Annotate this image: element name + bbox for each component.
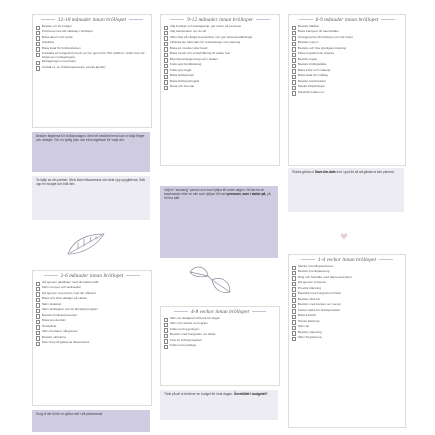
checklist-item-label: Skriv ett detaljerat schema för dagen: [169, 316, 221, 320]
checkbox[interactable]: [292, 276, 296, 280]
checkbox[interactable]: [164, 26, 168, 30]
tip-emphasis: Överhållet i budgetet?: [233, 392, 268, 396]
checklist-item-label: Bestäm ringar: [297, 56, 318, 61]
checklist-item-label: Kolla upp ringar: [169, 67, 192, 72]
checklist-item-label: Anställ ev. en bröllopsplanerare (vecka jämför): [41, 64, 106, 69]
checklist-item-label: Bestäm och fixa ytterligare bokning: [297, 45, 347, 50]
checklist-item: [292, 91, 402, 96]
checklist-item-label: Skriv menyer och tacksedlar: [41, 285, 81, 290]
checklist-item-label: Boka ett musiker eller band: [169, 45, 208, 50]
tip-text: Ta hjälp av din partner. Skriv listor tillsammans och dela upp uppgifterna. Sätt upp en budget och håll den.: [36, 178, 145, 186]
checkbox[interactable]: [36, 336, 40, 340]
checklist-item-label: Kontakta ett fotografi (fyra på, av her gest inför 750–1000 kr; varför före vid början av mottagningen): [41, 51, 145, 60]
heart-icon: [340, 232, 348, 240]
checklist-item-label: Skriv platskort: [41, 301, 62, 306]
checkbox[interactable]: [164, 339, 168, 343]
checkbox[interactable]: [164, 53, 168, 57]
checkbox[interactable]: [292, 309, 296, 313]
checkbox[interactable]: [292, 26, 296, 30]
checklist-item-label: Gästlista: [41, 40, 54, 45]
checklist-1-4-weeks: [288, 254, 406, 428]
checkbox[interactable]: [164, 328, 168, 332]
checkbox[interactable]: [164, 75, 168, 79]
checklist-item-label: Boka datum och kyrka: [41, 34, 73, 39]
checkbox[interactable]: [36, 282, 40, 286]
tip-text: Sorg ut lite tid för er själva mitt i allt planerande.: [36, 412, 104, 416]
checkbox[interactable]: [36, 303, 40, 307]
checklist: [33, 281, 151, 346]
checklist-item-label: Bestäm klädsel: [297, 24, 319, 28]
panel-title: 12-18 månader innan bröllopet: [33, 17, 151, 23]
checklist-item-label: Inhämta fler alternativ för restauranger och catering: [169, 40, 241, 45]
checkbox[interactable]: [292, 53, 296, 57]
checkbox[interactable]: [292, 337, 296, 341]
checklist-item-label: Kolla upp brudklänning: [169, 62, 202, 67]
checklist: [289, 25, 405, 96]
checkbox[interactable]: [164, 86, 168, 90]
checklist-item-label: Blomsterarrangemang och i lokaler: [169, 56, 218, 61]
checklist-12-18-months: [32, 14, 152, 128]
checklist-item-label: Bestäm menyn: [297, 40, 319, 45]
checklist-item-label: Mottagningen med fester: [41, 59, 77, 64]
checklist-item-label: Skicka ut bröllopsschema: [297, 264, 333, 268]
checklist-9-12-months: [160, 14, 280, 166]
checklist-item-label: Bestäm bröllopspresenter: [41, 312, 78, 317]
checklist-6-9-months: [288, 14, 406, 166]
checkbox[interactable]: [292, 69, 296, 73]
checkbox[interactable]: [164, 36, 168, 40]
checklist-item-label: Arrangera lite på bröllopet och kör fester: [297, 34, 354, 39]
checklist-item-label: Önskelista: [41, 323, 57, 328]
checklist-item-label: Boka bröllopsnatt: [169, 73, 194, 78]
checklist: [161, 25, 279, 90]
checklist-item-label: Boka bröllopsfotograf: [169, 78, 200, 83]
checkbox[interactable]: [292, 91, 296, 95]
tip-note: [288, 168, 404, 212]
checkbox[interactable]: [292, 271, 296, 275]
checklist-item-label: Prioritera med ditt sällskap i bröllopet: [41, 29, 93, 34]
checklist-item-label: Skriv tal: [297, 324, 309, 329]
checkbox[interactable]: [164, 80, 168, 84]
checklist-item-label: Bestäm med fotografen om bilder: [169, 332, 216, 337]
checklist-item-label: Boka frisörtid: [297, 313, 316, 318]
checklist-item: [36, 341, 148, 346]
checklist-item: [292, 336, 402, 341]
checkbox[interactable]: [292, 42, 296, 46]
checkbox[interactable]: [36, 61, 40, 65]
checklist-item-label: Resa och boende: [169, 84, 195, 89]
tip-note: [160, 186, 278, 258]
checklist-item-label: Boka frisör och makeup: [297, 67, 331, 72]
checkbox[interactable]: [36, 53, 40, 57]
panel-title: 9-12 månader innan bröllopet: [161, 17, 279, 23]
checkbox[interactable]: [164, 69, 168, 73]
checklist-item-label: Bestäm bordsplacering: [297, 269, 330, 274]
checklist-item: [164, 344, 276, 349]
checkbox[interactable]: [36, 320, 40, 324]
checkbox[interactable]: [164, 334, 168, 338]
checklist-item-label: Skriv och skicka ut program: [169, 321, 208, 326]
tip-text: Bestäm färgtema för bröllopsdagen. Med ett bestämt tema kan ni välja färger och detaljer. Gör en tydlig plan och ett budgetfack för varje del.: [36, 134, 145, 142]
checkbox[interactable]: [36, 287, 40, 291]
checkbox[interactable]: [292, 75, 296, 79]
checklist-item-label: Bestäm skrivarna: [41, 334, 66, 339]
checkbox[interactable]: [36, 47, 40, 51]
checklist-item-label: Skicka inbjudningar: [297, 84, 325, 89]
checkbox[interactable]: [292, 36, 296, 40]
checklist-item-label: Bestäm med kocken om menyn: [297, 302, 342, 307]
checklist-item-label: Boka transport till vikeinstället: [297, 29, 339, 34]
panel-title: 4-8 veckor innan bröllopet: [161, 309, 279, 315]
checkbox[interactable]: [36, 42, 40, 46]
checkbox[interactable]: [292, 298, 296, 302]
checklist: [289, 265, 405, 341]
checklist-item-label: Bestäm placering: [297, 329, 322, 334]
checklist-item: [164, 85, 276, 90]
checklist-item-label: Skriv brudspel, sångtexter: [41, 329, 78, 334]
checklist-item-label: Bestäm konfirmation: [297, 78, 327, 83]
checkbox[interactable]: [164, 42, 168, 46]
tip-note: [32, 176, 150, 220]
checklist-item-label: Ring och bekräfta med alla leverantörer: [297, 274, 353, 279]
checkbox[interactable]: [164, 58, 168, 62]
checkbox[interactable]: [292, 293, 296, 297]
checkbox[interactable]: [164, 47, 168, 51]
checklist-item-label: Bekräfta med fotograf och frisör: [297, 291, 342, 296]
checklist-item-label: Packa väska för bröllopsnatten: [297, 307, 341, 312]
checkbox[interactable]: [164, 323, 168, 327]
checkbox[interactable]: [292, 282, 296, 286]
checkbox[interactable]: [36, 314, 40, 318]
tip-text: på ett bra sätt.: [164, 191, 271, 200]
checklist-item-label: Bestäm vilka tal: [297, 296, 320, 301]
checkbox[interactable]: [36, 66, 40, 70]
checkbox[interactable]: [164, 318, 168, 322]
checklist-item-label: Gå igenom schemat: [297, 280, 326, 285]
checkbox[interactable]: [292, 47, 296, 51]
checkbox[interactable]: [36, 342, 40, 346]
checkbox[interactable]: [292, 58, 296, 62]
panel-title: 6-9 månader innan bröllopet: [289, 17, 405, 23]
checklist-2-6-months: [32, 270, 152, 406]
checkbox[interactable]: [292, 80, 296, 84]
checklist-item-label: Bestäm bröllopstårta: [297, 62, 327, 67]
checkbox[interactable]: [292, 304, 296, 308]
tip-text: Skicka gärna ut: [292, 170, 314, 174]
checkbox[interactable]: [292, 331, 296, 335]
checklist-item-label: Skriv ihop till gästerna tillsammans: [41, 340, 90, 345]
checklist-item-label: Sändinformation ut: [297, 89, 324, 94]
checklist-item-label: Gå igenom ceremonin med din officiant: [41, 290, 96, 295]
tip-text: Välj en "ansvarig" person som kan hjälpa till under dagen. Ni kan ha en toastmaster eller en vän som hjälper till med: [164, 188, 265, 196]
checkbox[interactable]: [292, 31, 296, 35]
checklist-item-label: Välj toastmaster om du vill: [169, 29, 206, 34]
checkbox[interactable]: [36, 325, 40, 329]
checklist-item-label: Bestäm ort för budget: [41, 24, 72, 28]
panel-title: 1-4 veckor innan bröllopet: [289, 257, 405, 263]
checklist-item-label: Skriv lista på viktiga leverantörer och gör sammanställningar: [169, 34, 253, 39]
checklist-item-label: Provkör klänning: [297, 285, 321, 290]
checklist: [33, 25, 151, 71]
checklist-item-label: Boka lokal för bröllopsfesten: [41, 45, 81, 50]
checklist-item-label: Boka provisoriskt: [41, 318, 66, 323]
checklist-item-label: Kolla med uppdrag: [169, 343, 196, 348]
checkbox[interactable]: [292, 320, 296, 324]
tip-note: [160, 390, 278, 420]
checkbox[interactable]: [292, 287, 296, 291]
checkbox[interactable]: [292, 64, 296, 68]
checkbox[interactable]: [36, 36, 40, 40]
checklist-item-label: Boka musik och underhållning till vidare fest: [169, 51, 231, 56]
leaf-icon: [64, 230, 108, 260]
checklist-item-label: Gå igenom gästlistan med din bättre hälft: [41, 280, 99, 284]
checklist: [161, 317, 279, 349]
tip-note: [32, 410, 150, 432]
leaf-icon: [186, 262, 234, 302]
checkbox[interactable]: [164, 64, 168, 68]
checkbox[interactable]: [36, 298, 40, 302]
panel-title: 2-6 månader innan bröllopet: [33, 273, 151, 279]
checkbox[interactable]: [36, 292, 40, 296]
checkbox[interactable]: [292, 326, 296, 330]
checklist-item-label: Skriv till gästerna: [297, 335, 322, 340]
checklist-item-label: Fixa ett bröllopsregister: [169, 337, 203, 342]
checklist-item-label: Skriv tacklappar och ett lämpligt program: [41, 307, 98, 312]
tip-emphasis: personer, som i stolor på,: [227, 191, 267, 196]
tip-text: Tänk på att ni behöver en budget för hela dagen.: [164, 392, 233, 396]
checklist-item-label: Boka lokal för middag: [297, 73, 328, 78]
checkbox[interactable]: [36, 31, 40, 35]
checklist-item-label: Boka och skriv detaljer på värdar: [41, 296, 87, 301]
checklist-item-label: Kolla med regeringen: [169, 326, 200, 331]
checkbox[interactable]: [292, 86, 296, 90]
checklist-item-label: Planera gästernas vistelse: [297, 51, 335, 56]
checkbox[interactable]: [292, 266, 296, 270]
tip-note: [32, 132, 150, 172]
tip-emphasis: Save-the-date: [314, 170, 336, 174]
checkbox[interactable]: [164, 31, 168, 35]
checkbox[interactable]: [36, 26, 40, 30]
checklist-item-label: Hämta klänning: [297, 318, 320, 323]
checkbox[interactable]: [164, 345, 168, 349]
tip-text: kort i god tid så att gästerna kan planera.: [336, 170, 395, 174]
checkbox[interactable]: [36, 309, 40, 313]
checklist-item: [36, 66, 148, 71]
checkbox[interactable]: [292, 315, 296, 319]
checkbox[interactable]: [36, 331, 40, 335]
checklist-4-8-weeks: [160, 306, 280, 386]
checklist-item-label: Välj brudpar och ledsagande, gör namn på personer: [169, 24, 242, 28]
